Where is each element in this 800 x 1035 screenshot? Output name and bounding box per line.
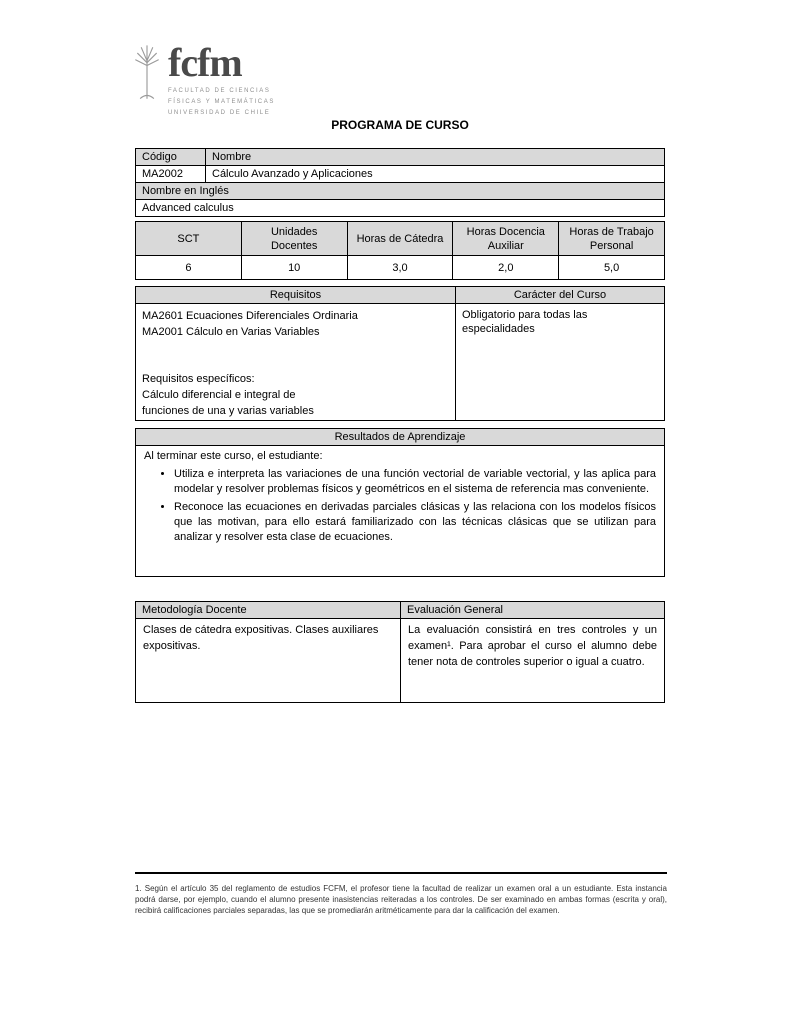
- nombre-header-cell: Nombre: [206, 149, 665, 166]
- codigo-value-cell: MA2002: [136, 166, 206, 183]
- bullet-item: • Utiliza e interpreta las variaciones de una función vectorial de variable vectorial, y las aplica para modelar y resolver problemas físicos y geométricos en el sistema de referencia mas conveniente.: [174, 467, 656, 497]
- evaluacion-header-cell: Evaluación General: [401, 602, 665, 619]
- requisitos-content-cell: [136, 304, 456, 421]
- nombre-ingles-header-cell: Nombre en Inglés: [136, 183, 665, 200]
- hours-header-cell: Horas de Trabajo Personal: [559, 222, 665, 256]
- footnote-divider: [135, 872, 667, 874]
- fcfm-logo: [132, 42, 275, 117]
- hours-value-cell: 3,0: [347, 256, 453, 280]
- hours-header-cell: Horas de Cátedra: [347, 222, 453, 256]
- requisito-line: Cálculo diferencial e integral de: [142, 389, 296, 401]
- logo-wordmark: fcfm: [168, 40, 242, 85]
- resultados-intro: Al terminar este curso, el estudiante:: [144, 450, 323, 462]
- resultados-bullet-list: [174, 467, 656, 545]
- codigo-header-cell: Código: [136, 149, 206, 166]
- metodologia-content-cell: Clases de cátedra expositivas. Clases auxiliares expositivas.: [136, 619, 401, 703]
- requisitos-header-cell: Requisitos: [136, 287, 456, 304]
- requisitos-especificos-block: [142, 371, 449, 419]
- bullet-item: • Reconoce las ecuaciones en derivadas parciales clásicas y las relaciona con los modelos físicos que las motivan, para ello estará familiarizado con las técnicas clásicas que se utilizan para analizar y resolver esta clase de ecuaciones.: [174, 500, 656, 545]
- metodologia-evaluacion-table: [135, 601, 665, 703]
- university-emblem-icon: [132, 42, 162, 104]
- requisito-line: funciones de una y varias variables: [142, 405, 314, 417]
- resultados-content-cell: [136, 446, 665, 577]
- requisito-line: Requisitos específicos:: [142, 373, 255, 385]
- resultados-header-cell: Resultados de Aprendizaje: [136, 429, 665, 446]
- requisitos-table: [135, 286, 665, 421]
- hours-table: [135, 221, 665, 280]
- page-title: PROGRAMA DE CURSO: [331, 118, 469, 132]
- course-id-table: [135, 148, 665, 217]
- hours-header-cell: SCT: [136, 222, 242, 256]
- logo-caption-line: FACULTAD DE CIENCIAS: [168, 88, 271, 94]
- hours-value-cell: 2,0: [453, 256, 559, 280]
- nombre-value-cell: Cálculo Avanzado y Aplicaciones: [206, 166, 665, 183]
- document-body: [135, 148, 665, 703]
- metodologia-header-cell: Metodología Docente: [136, 602, 401, 619]
- hours-value-cell: 10: [241, 256, 347, 280]
- hours-header-cell: Unidades Docentes: [241, 222, 347, 256]
- hours-header-cell: Horas Docencia Auxiliar: [453, 222, 559, 256]
- resultados-table: [135, 428, 665, 577]
- caracter-content-cell: Obligatorio para todas las especialidades: [456, 304, 665, 421]
- footnote-section: [135, 872, 667, 916]
- hours-value-cell: 6: [136, 256, 242, 280]
- logo-caption-line: FÍSICAS Y MATEMÁTICAS: [168, 99, 275, 105]
- requisito-line: MA2001 Cálculo en Varias Variables: [142, 326, 320, 338]
- requisito-line: MA2601 Ecuaciones Diferenciales Ordinaria: [142, 310, 358, 322]
- logo-text-block: [168, 42, 275, 117]
- evaluacion-content-cell: La evaluación consistirá en tres controles y un examen¹. Para aprobar el curso el alumno debe tener nota de controles superior o igual a cuatro.: [401, 619, 665, 703]
- caracter-header-cell: Carácter del Curso: [456, 287, 665, 304]
- footnote-text: 1. Según el artículo 35 del reglamento de estudios FCFM, el profesor tiene la facultad de realizar un examen oral a un estudiante. Esta instancia podrá darse, por ejemplo, cuando el alumno presente inasistencias reiteradas a los controles. De ser examinado en ambas formas (escrita y oral), recibirá calificaciones parciales separadas, las que se promediarán aritméticamente para dar la calificación del examen.: [135, 884, 667, 915]
- logo-caption-line: UNIVERSIDAD DE CHILE: [168, 110, 271, 116]
- nombre-ingles-value-cell: Advanced calculus: [136, 200, 665, 217]
- hours-value-cell: 5,0: [559, 256, 665, 280]
